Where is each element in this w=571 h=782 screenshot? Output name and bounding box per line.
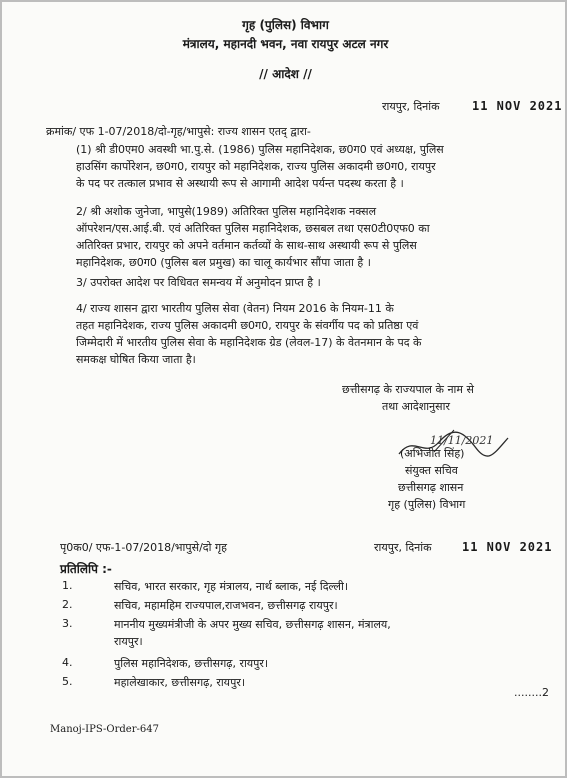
order-reference: क्रमांक/ एफ 1-07/2018/दो-गृह/भापुसे: राज्य शासन एतद् द्वारा- bbox=[46, 125, 311, 138]
order-title: // आदेश // bbox=[259, 67, 312, 81]
file-reference: Manoj-IPS-Order-647 bbox=[50, 724, 159, 735]
para2-line1: 2/ श्री अशोक जुनेजा, भापुसे(1989) अतिरिक्त पुलिस महानिदेशक नक्सल bbox=[76, 205, 377, 218]
para1-line1: (1) श्री डी0एम0 अवस्थी भा.पु.से. (1986) पुलिस महानिदेशक, छ0ग0 एवं अध्यक्ष, पुलिस bbox=[76, 143, 444, 156]
signature-initials: 11/11/2021 bbox=[430, 434, 494, 447]
copy-recipient: सचिव, महामहिम राज्यपाल,राजभवन, छत्तीसगढ़ रायपुर। bbox=[114, 599, 338, 612]
copy-number: 2. bbox=[62, 598, 73, 611]
para4-line1: 4/ राज्य शासन द्वारा भारतीय पुलिस सेवा (वेतन) नियम 2016 के नियम-11 के bbox=[76, 302, 394, 315]
copy-recipient-cont: रायपुर। bbox=[114, 635, 143, 648]
signatory-government: छत्तीसगढ़ शासन bbox=[398, 481, 464, 494]
signatory-name: (अभिजीत सिंह) bbox=[400, 447, 465, 460]
para1-line3: के पद पर तत्काल प्रभाव से अस्थायी रूप से आगामी आदेश पर्यन्त पदस्थ करता है । bbox=[76, 177, 404, 190]
page-continuation-marker: ........2 bbox=[514, 686, 549, 699]
copy-number: 1. bbox=[62, 579, 73, 592]
endorsement-date-stamp: 11 NOV 2021 bbox=[462, 540, 553, 554]
para1-line2: हाउसिंग कार्पोरेशन, छ0ग0, रायपुर को महानिदेशक, राज्य पुलिस अकादमी छ0ग0, रायपुर bbox=[76, 160, 436, 173]
department-name: गृह (पुलिस) विभाग bbox=[242, 18, 329, 32]
copy-recipient: सचिव, भारत सरकार, गृह मंत्रालय, नार्थ ब्लाक, नई दिल्ली। bbox=[114, 580, 348, 593]
place-date-label: रायपुर, दिनांक bbox=[382, 100, 440, 113]
para4-line4: समकक्ष घोषित किया जाता है। bbox=[76, 353, 196, 366]
para4-line2: तहत महानिदेशक, राज्य पुलिस अकादमी छ0ग0, रायपुर के संवर्गीय पद को प्रतिष्ठा एवं bbox=[76, 319, 419, 332]
governor-line1: छत्तीसगढ़ के राज्यपाल के नाम से bbox=[342, 383, 474, 396]
date-stamp: 11 NOV 2021 bbox=[472, 99, 563, 113]
copy-number: 5. bbox=[62, 675, 73, 688]
copy-recipient: माननीय मुख्यमंत्रीजी के अपर मुख्य सचिव, छत्तीसगढ़ शासन, मंत्रालय, bbox=[114, 618, 391, 631]
para3: 3/ उपरोक्त आदेश पर विधिवत समन्वय में अनुमोदन प्राप्त है । bbox=[76, 276, 321, 289]
copy-recipient: पुलिस महानिदेशक, छत्तीसगढ़, रायपुर। bbox=[114, 657, 269, 670]
copy-recipient: महालेखाकार, छत्तीसगढ़, रायपुर। bbox=[114, 676, 245, 689]
copy-number: 3. bbox=[62, 617, 73, 630]
para2-line4: महानिदेशक, छ0ग0 (पुलिस बल प्रमुख) का चालू कार्यभार सौंपा जाता है । bbox=[76, 256, 371, 269]
signatory-designation: संयुक्त सचिव bbox=[405, 464, 458, 477]
para4-line3: जिम्मेदारी में भारतीय पुलिस सेवा के महानिदेशक ग्रेड (लेवल-17) के वेतनमान के पद के bbox=[76, 336, 422, 349]
copy-to-label: प्रतिलिपि :- bbox=[60, 562, 112, 576]
ministry-address: मंत्रालय, महानदी भवन, नवा रायपुर अटल नगर bbox=[182, 37, 389, 51]
endorsement-place-date: रायपुर, दिनांक bbox=[374, 541, 432, 554]
para2-line2: ऑपरेशन/एस.आई.बी. एवं अतिरिक्त पुलिस महानिदेशक, छसबल तथा एस0टी0एफ0 का bbox=[76, 222, 430, 235]
governor-line2: तथा आदेशानुसार bbox=[382, 400, 450, 413]
para2-line3: अतिरिक्त प्रभार, रायपुर को अपने वर्तमान कर्तव्यों के साथ-साथ अस्थायी रूप से पुलिस bbox=[76, 239, 417, 252]
signatory-department: गृह (पुलिस) विभाग bbox=[388, 498, 466, 511]
copy-number: 4. bbox=[62, 656, 73, 669]
endorsement-reference: पृ0क0/ एफ-1-07/2018/भापुसे/दो गृह bbox=[60, 541, 227, 554]
